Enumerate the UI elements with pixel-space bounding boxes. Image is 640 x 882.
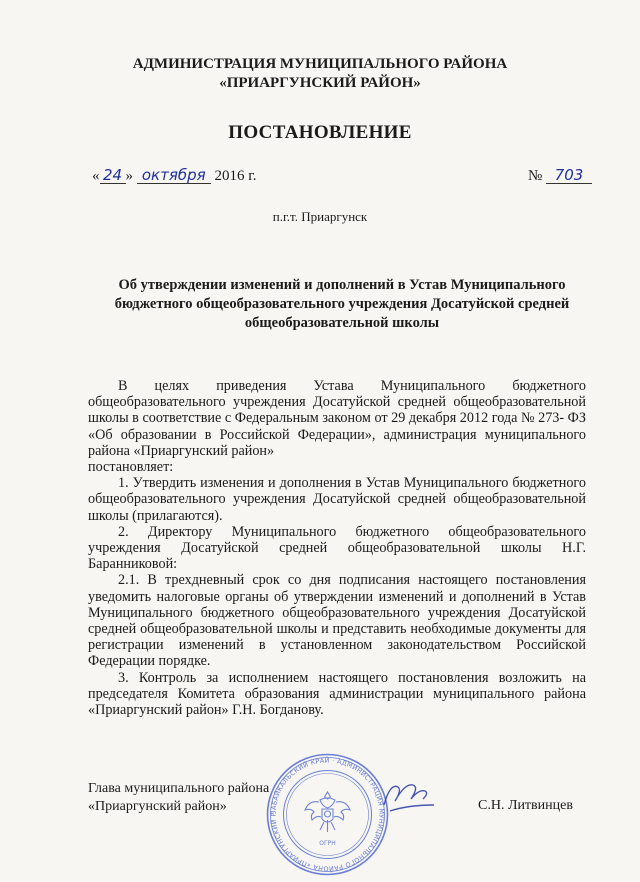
document-subject: Об утверждении изменений и дополнений в Устав Муниципального бюджетного общеобразовательного учреждения Досатуйской средней общеобразовательной школы — [114, 277, 570, 331]
document-body — [88, 378, 586, 718]
issuer-line-1: АДМИНИСТРАЦИЯ МУНИЦИПАЛЬНОГО РАЙОНА — [132, 56, 508, 72]
signatory-position — [88, 780, 269, 816]
body-paragraph-2: 2. Директору Муниципального бюджетного общеобразовательного учреждения Досатуйской средней общеобразовательной школы Н.Г. Баранниковой: — [88, 523, 586, 573]
seal-outer-text: ЗАБАЙКАЛЬСКИЙ КРАЙ · АДМИНИСТРАЦИЯ МУНИЦИПАЛЬНОГО РАЙОНА «ПРИАРГУНСКИЙ Р — [269, 756, 386, 873]
signatory-position-line-1: Глава муниципального района — [88, 781, 270, 796]
date-month: октября — [137, 167, 211, 184]
document-title: ПОСТАНОВЛЕНИЕ — [228, 122, 412, 143]
date-day: 24 — [100, 167, 126, 184]
body-paragraph-2-1: 2.1. В трехдневный срок со дня подписания настоящего постановления уведомить налоговые органы об утверждении изменений и дополнений в Устав Муниципального бюджетного общеобразовательного учреждения Досатуйской средней общеобразовательной школы и представить необходимые документы для регистрации изменений в установленном законодательством Российской Федерации порядке. — [88, 572, 586, 670]
date-year: 2016 г. — [214, 168, 257, 184]
eagle-emblem-icon — [305, 792, 350, 832]
issuer-line-2: «ПРИАРГУНСКИЙ РАЙОН» — [219, 75, 421, 91]
date-field — [92, 167, 256, 185]
document-number — [528, 167, 592, 185]
place-of-issue: п.г.т. Приаргунск — [272, 209, 368, 224]
body-resolves: постановляет: — [88, 459, 174, 476]
signatory-name: С.Н. Литвинцев — [478, 798, 573, 813]
date-close-quote: » — [125, 168, 133, 184]
date-open-quote: « — [92, 168, 100, 184]
number-label: № — [527, 168, 543, 184]
official-seal-stamp — [265, 752, 390, 877]
handwritten-signature — [380, 775, 440, 820]
seal-inner-text: ОГРН — [319, 840, 336, 847]
seal-graphic — [265, 752, 390, 877]
number-value: 703 — [546, 167, 592, 184]
body-paragraph-3: 3. Контроль за исполнением настоящего постановления возложить на председателя Комитета образования администрации муниципального района «Приаргунский район» Г.Н. Богданову. — [88, 669, 586, 719]
body-paragraph-1: 1. Утвердить изменения и дополнения в Устав Муниципального бюджетного общеобразовательного учреждения Досатуйской средней общеобразовательной школы (прилагаются). — [88, 475, 586, 524]
body-paragraph-intro: В целях приведения Устава Муниципального бюджетного общеобразовательного учреждения Досатуйской средней общеобразовательной школы в соответствие с Федеральным законом от 29 декабря 2012 года № 273- ФЗ «Об образовании в Российской Федерации», администрация муниципального района «Приаргунский район» — [88, 378, 586, 459]
signature-graphic — [380, 775, 440, 820]
issuer-header — [0, 55, 640, 93]
signatory-position-line-2: «Приаргунский район» — [88, 799, 227, 814]
date-number-row — [92, 167, 592, 193]
